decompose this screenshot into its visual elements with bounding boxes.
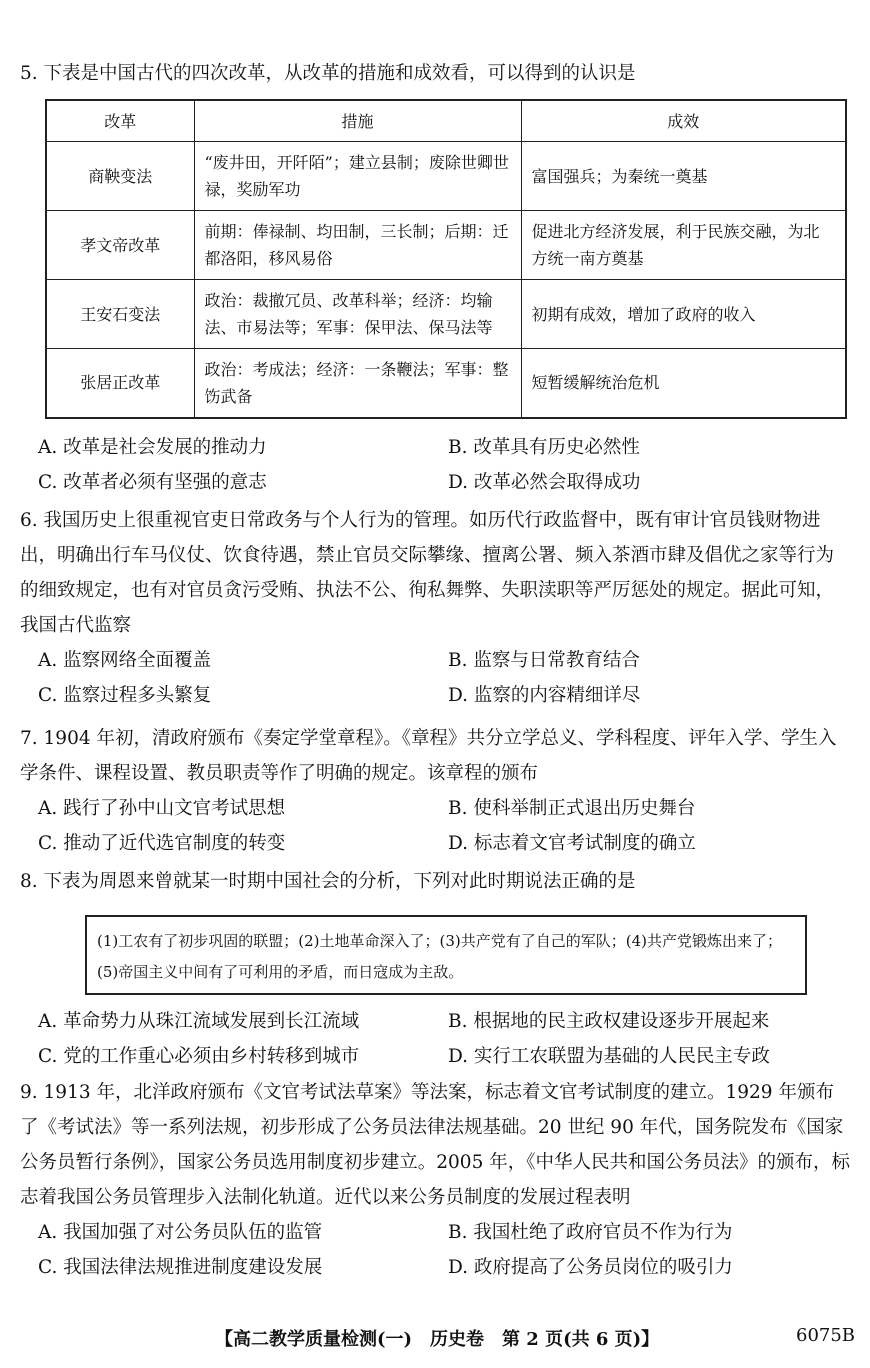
question-9	[20, 1075, 852, 1285]
question-7	[20, 721, 852, 861]
option-c[interactable]: C. 推动了近代选官制度的转变	[38, 833, 286, 854]
option-d[interactable]: D. 实行工农联盟为基础的人民民主专政	[448, 1046, 770, 1067]
reform-table	[45, 99, 847, 419]
table-cell: “废井田，开阡陌”；建立县制；废除世卿世禄，奖励军功	[194, 142, 521, 211]
option-b[interactable]: B. 监察与日常教育结合	[448, 650, 640, 671]
table-header-row	[46, 100, 846, 142]
table-header: 改革	[46, 100, 194, 142]
question-9-stem: 9. 1913 年，北洋政府颁布《文官考试法草案》等法案，标志着文官考试制度的建立。1929 年颁布了《考试法》等一系列法规，初步形成了公务员法律法规基础。20 世纪 90 年代，国务院发布《国家公务员暂行条例》，国家公务员选用制度初步建立。2005 年，《中华人民共和国公务员法》的颁布，标志着我国公务员管理步入法制化轨道。近代以来公务员制度的发展过程表明	[20, 1082, 850, 1208]
question-8	[20, 864, 852, 899]
option-a[interactable]: A. 践行了孙中山文官考试思想	[38, 798, 286, 819]
table-cell: 短暂缓解统治危机	[521, 349, 846, 418]
table-cell: 政治：裁撤冗员、改革科举；经济：均输法、市易法等；军事：保甲法、保马法等	[194, 280, 521, 349]
table-cell: 富国强兵；为秦统一奠基	[521, 142, 846, 211]
table-cell: 王安石变法	[46, 280, 194, 349]
footer-title: 【高二教学质量检测(一) 历史卷 第 2 页(共 6 页)】	[215, 1329, 660, 1350]
option-c[interactable]: C. 党的工作重心必须由乡村转移到城市	[38, 1046, 360, 1067]
option-a[interactable]: A. 改革是社会发展的推动力	[38, 437, 267, 458]
option-a[interactable]: A. 革命势力从珠江流域发展到长江流域	[38, 1011, 360, 1032]
table-header: 措施	[194, 100, 521, 142]
table-cell: 前期：俸禄制、均田制，三长制；后期：迁都洛阳，移风易俗	[194, 211, 521, 280]
table-row	[46, 142, 846, 211]
option-b[interactable]: B. 根据地的民主政权建设逐步开展起来	[448, 1011, 770, 1032]
table-cell: 政治：考成法；经济：一条鞭法；军事：整饬武备	[194, 349, 521, 418]
table-cell: 促进北方经济发展，利于民族交融，为北方统一南方奠基	[521, 211, 846, 280]
question-6-stem: 6. 我国历史上很重视官吏日常政务与个人行为的管理。如历代行政监督中，既有审计官员钱财物进出，明确出行车马仪仗、饮食待遇，禁止官员交际攀缘、擅离公署、频入茶酒市肆及倡优之家等行为的细致规定，也有对官员贪污受贿、执法不公、徇私舞弊、失职渎职等严厉惩处的规定。据此可知，我国古代监察	[20, 510, 835, 636]
option-d[interactable]: D. 改革必然会取得成功	[448, 472, 641, 493]
paper-code: 6075B	[796, 1325, 856, 1346]
option-d[interactable]: D. 标志着文官考试制度的确立	[448, 833, 696, 854]
option-d[interactable]: D. 监察的内容精细详尽	[448, 685, 641, 706]
table-cell: 孝文帝改革	[46, 211, 194, 280]
question-6	[20, 503, 852, 713]
table-row	[46, 349, 846, 418]
option-a[interactable]: A. 我国加强了对公务员队伍的监管	[38, 1222, 323, 1243]
option-c[interactable]: C. 监察过程多头繁复	[38, 685, 212, 706]
question-8-options	[20, 1004, 852, 1074]
question-5-stem: 5. 下表是中国古代的四次改革，从改革的措施和成效看，可以得到的认识是	[20, 63, 636, 84]
option-d[interactable]: D. 政府提高了公务员岗位的吸引力	[448, 1257, 733, 1278]
option-a[interactable]: A. 监察网络全面覆盖	[38, 650, 212, 671]
table-cell: 初期有成效，增加了政府的收入	[521, 280, 846, 349]
table-cell: 张居正改革	[46, 349, 194, 418]
question-8-stem: 8. 下表为周恩来曾就某一时期中国社会的分析，下列对此时期说法正确的是	[20, 871, 636, 892]
option-c[interactable]: C. 改革者必须有坚强的意志	[38, 472, 267, 493]
table-row	[46, 280, 846, 349]
question-5	[20, 56, 852, 91]
question-5-options	[20, 430, 852, 500]
option-b[interactable]: B. 我国杜绝了政府官员不作为行为	[448, 1222, 733, 1243]
table-row	[46, 211, 846, 280]
option-b[interactable]: B. 使科举制正式退出历史舞台	[448, 798, 696, 819]
table-cell: 商鞅变法	[46, 142, 194, 211]
option-c[interactable]: C. 我国法律法规推进制度建设发展	[38, 1257, 323, 1278]
table-header: 成效	[521, 100, 846, 142]
quote-box: (1)工农有了初步巩固的联盟；(2)土地革命深入了；(3)共产党有了自己的军队；(4)共产党锻炼出来了；(5)帝国主义中间有了可利用的矛盾，而日寇成为主敌。	[85, 915, 807, 995]
option-b[interactable]: B. 改革具有历史必然性	[448, 437, 640, 458]
question-7-stem: 7. 1904 年初，清政府颁布《奏定学堂章程》。《章程》共分立学总义、学科程度、评年入学、学生入学条件、课程设置、教员职责等作了明确的规定。该章程的颁布	[20, 728, 837, 784]
